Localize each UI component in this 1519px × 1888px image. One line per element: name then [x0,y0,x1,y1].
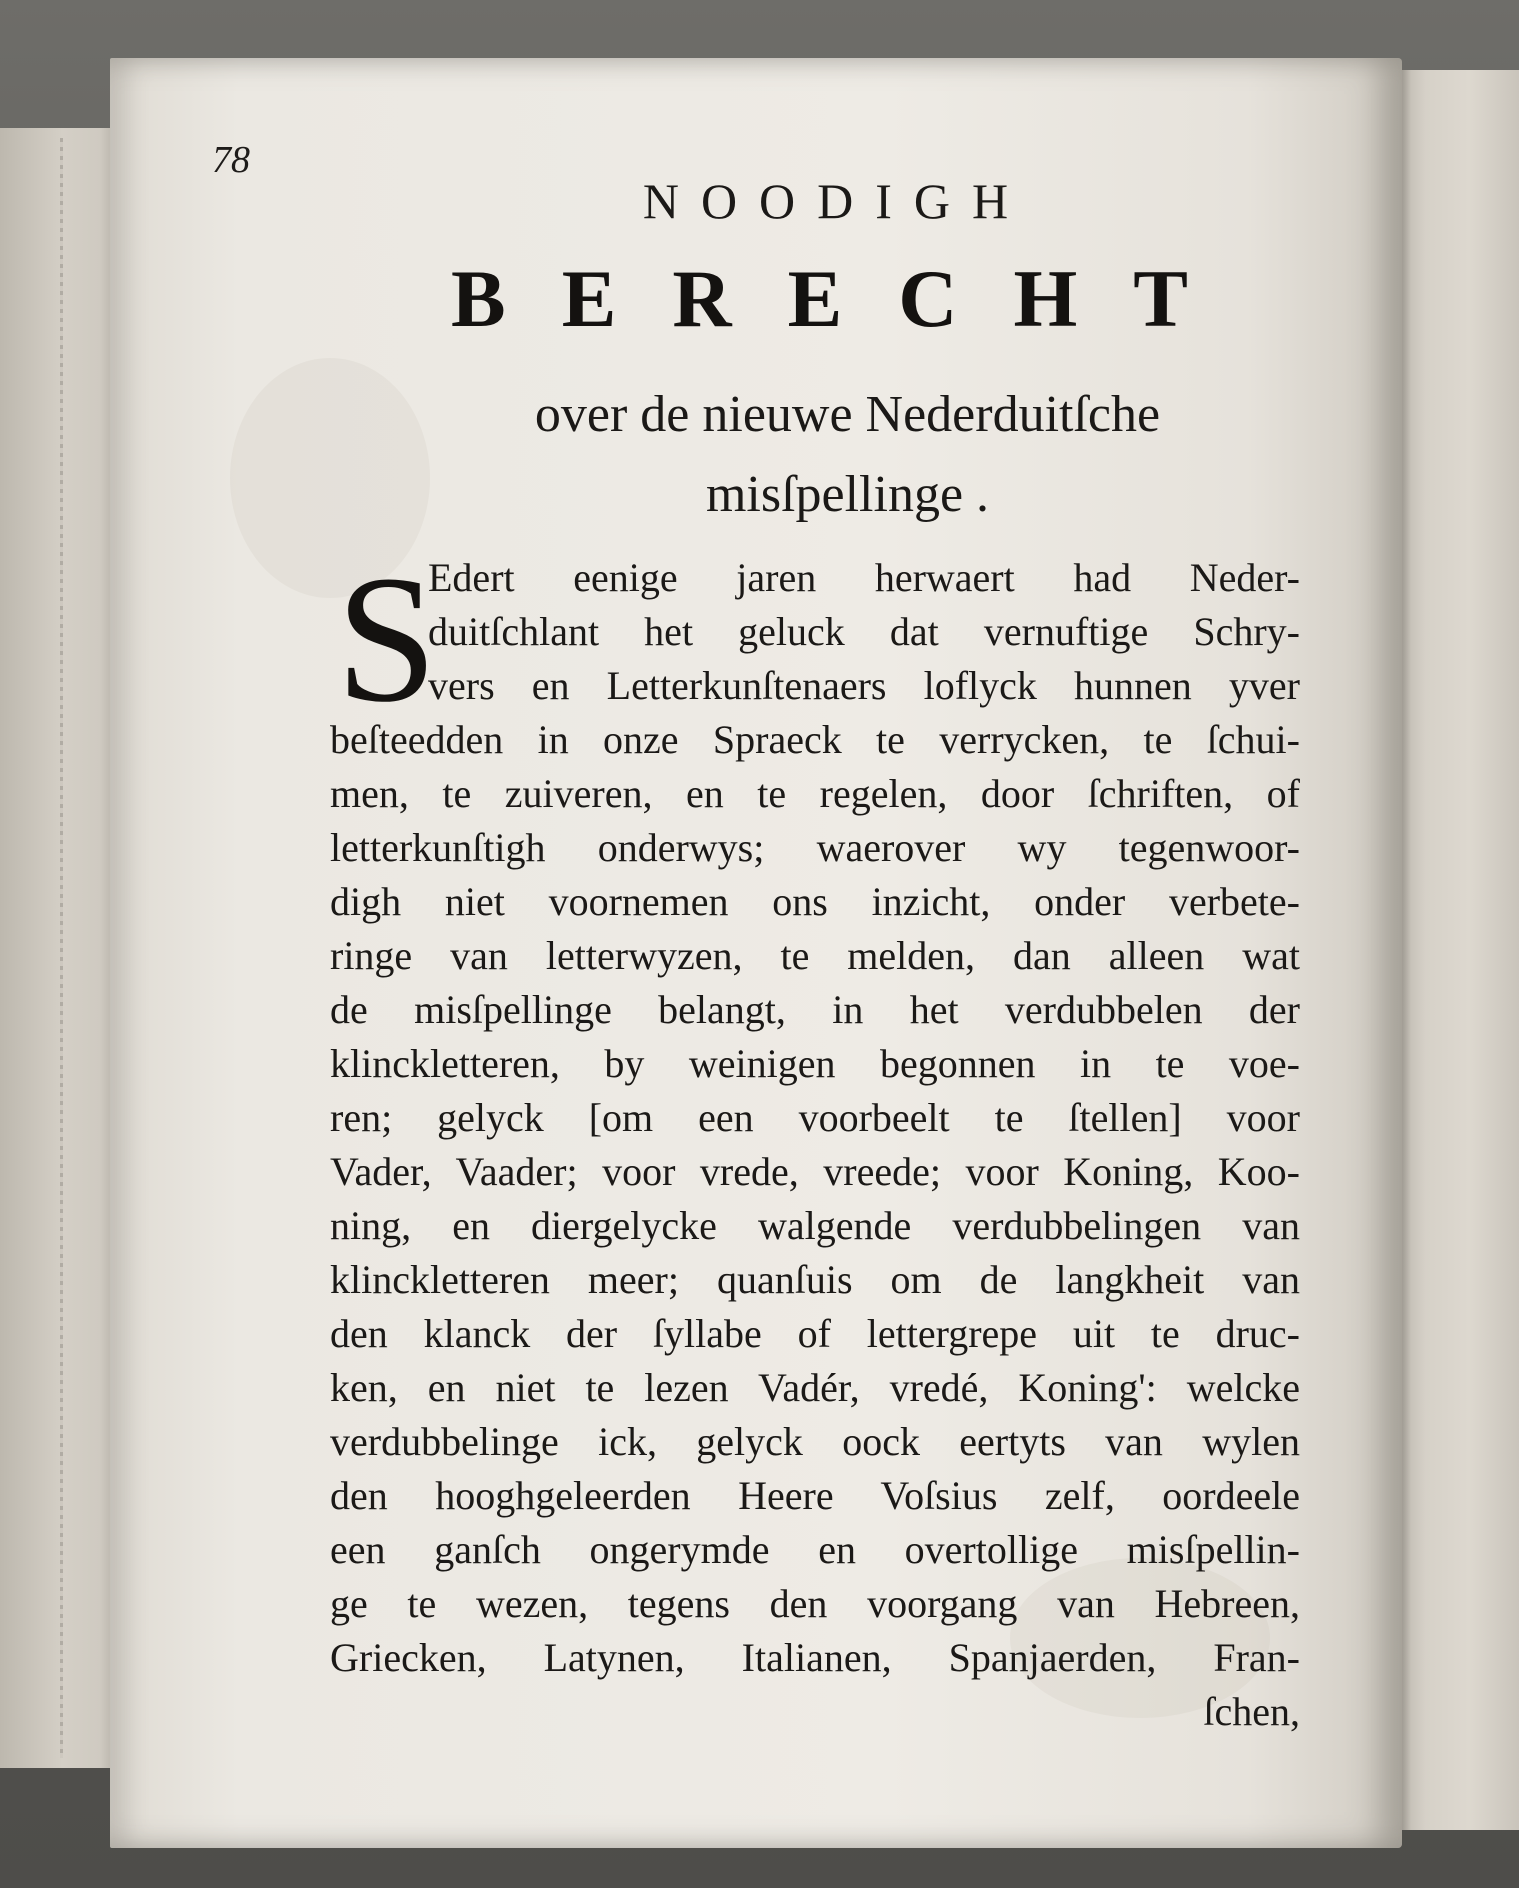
left-page-stack [0,128,127,1768]
body-line: ken, en niet te lezen Vadér, vredé, Koning': welcke [330,1365,1300,1410]
subtitle [0,375,1519,535]
body-line: verdubbelinge ick, gelyck oock eertyts van wylen [330,1419,1300,1464]
title-line-berecht: BERECHT [451,253,1244,344]
body-line-catchword: ſchen, [1203,1689,1300,1734]
body-line: letterkunſtigh onderwys; waerover wy tegenwoor- [330,825,1300,870]
body-line: klinckletteren, by weinigen begonnen in te voe- [330,1041,1300,1086]
body-line: Edert eenige jaren herwaert had Neder- [428,555,1300,600]
drop-cap: S [336,539,438,740]
body-line: een ganſch ongerymde en overtollige misſpellin- [330,1527,1300,1572]
body-line: Griecken, Latynen, Italianen, Spanjaerden, Fran- [330,1635,1300,1680]
body-line: duitſchlant het geluck dat vernuftige Schry- [428,609,1300,654]
body-line: den hooghgeleerden Heere Voſsius zelf, oordeele [330,1473,1300,1518]
body-line: vers en Letterkunſtenaers loflyck hunnen yver [428,663,1300,708]
body-line: de misſpellinge belangt, in het verdubbelen der [330,987,1300,1032]
title-line-noodigh: NOODIGH [642,173,1031,229]
body-line: Vader, Vaader; voor vrede, vreede; voor Koning, Koo- [330,1149,1300,1194]
body-line: ren; gelyck [om een voorbeelt te ſtellen] voor [330,1095,1300,1140]
page-number: 78 [212,139,250,181]
body-line: klinckletteren meer; quanſuis om de langkheit van [330,1257,1300,1302]
body-line: ning, en diergelycke walgende verdubbelingen van [330,1203,1300,1248]
subtitle-line: misſpellinge . [705,466,990,523]
body-line: beſteedden in onze Spraeck te verrycken, te ſchui- [330,717,1300,762]
subtitle-line: over de nieuwe Nederduitſche [534,386,1161,443]
body-line: men, te zuiveren, en te regelen, door ſchriften, of [330,771,1300,816]
body-line: ringe van letterwyzen, te melden, dan alleen wat [330,933,1300,978]
body-line: ge te wezen, tegens den voorgang van Hebreen, [330,1581,1300,1626]
body-line: digh niet voornemen ons inzicht, onder verbete- [330,879,1300,924]
body-line: den klanck der ſyllabe of lettergrepe uit te druc- [330,1311,1300,1356]
